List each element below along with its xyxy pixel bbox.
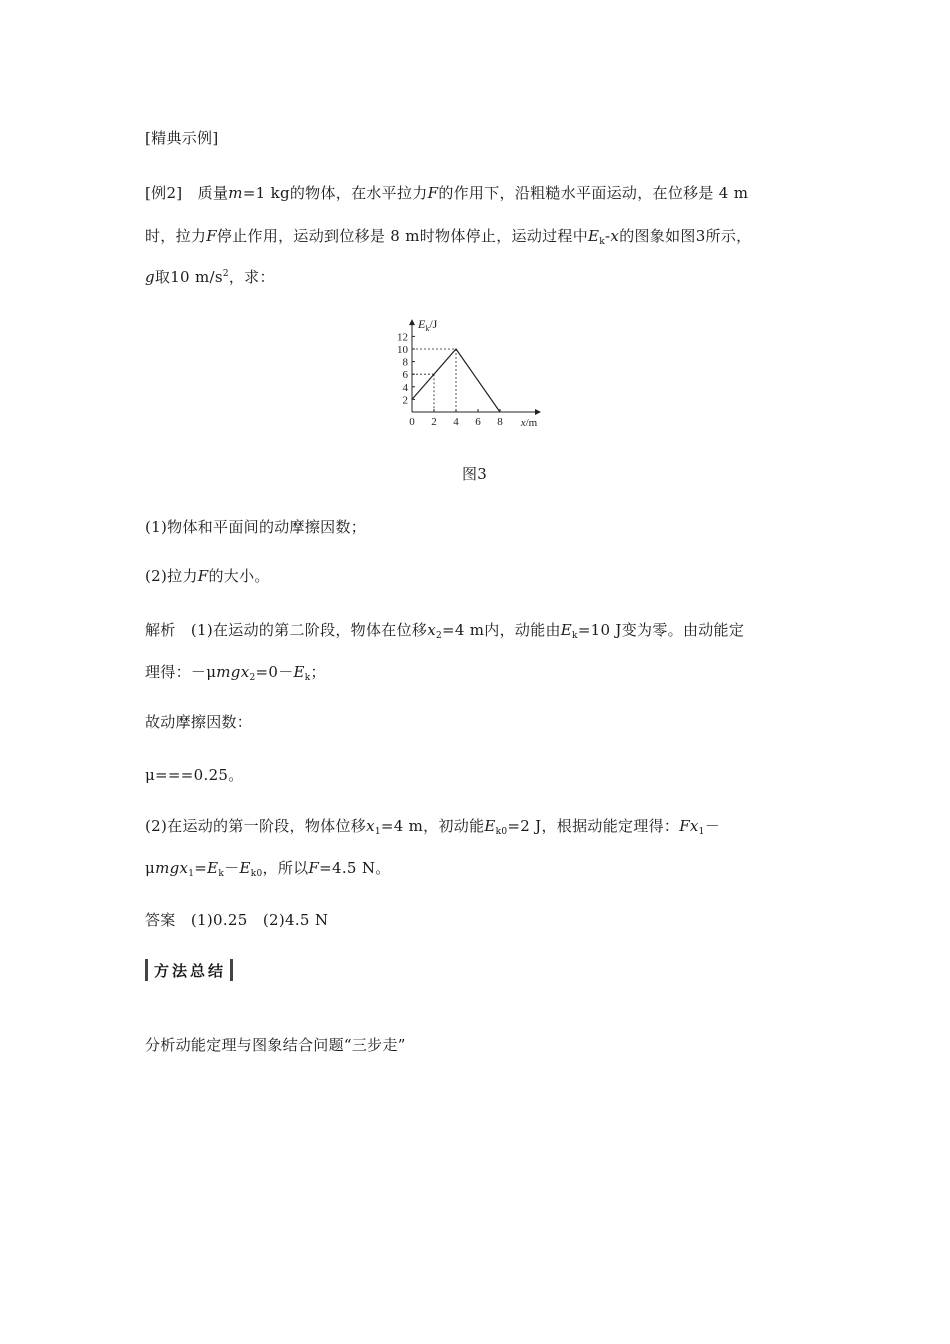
question-1: (1)物体和平面间的动摩擦因数； [145,518,367,536]
var-x: x [610,227,620,245]
subscript: k [218,869,225,879]
y-tick-label: 2 [402,394,408,407]
solution-text: = [194,859,208,877]
var-x: x [366,817,375,835]
solution-line-2 [145,661,326,683]
solution-text: =4 m，初动能 [380,817,485,835]
subscript: k [304,673,311,683]
example-text: 停止作用，运动到位移是 8 m时物体停止，运动过程中 [216,227,589,245]
solution-text: 理得：－μ [145,663,217,681]
x-tick-label: 2 [431,416,437,428]
solution-text: =4 m内，动能由 [441,621,561,639]
example-text: 的图象如图3所示， [619,227,752,245]
answer-text: (1)0.25 (2)4.5 N [190,911,329,929]
var-E: E [207,859,219,877]
subscript: 2 [435,631,442,641]
solution-line-3: 故动摩擦因数： [145,713,253,731]
example-text: 的作用下，沿粗糙水平面运动，在位移是 4 m [438,184,749,202]
answer-label: 答案 [145,911,176,929]
var-E: E [588,227,600,245]
summary-line: 分析动能定理与图象结合问题“三步走” [145,1036,406,1054]
method-summary-title: 方法总结 [154,961,227,980]
var-F: F [206,227,217,245]
solution-text: － [704,817,721,835]
example-text: 取10 m/s [154,268,223,286]
solution-text: μ [145,859,156,877]
var-m: m [228,184,243,202]
solution-text: =2 J，根据动能定理得： [507,817,680,835]
solution-text: － [224,859,240,877]
subscript: 1 [374,827,381,837]
subscript: k [599,237,606,247]
solution-text: =10 J变为零。由动能定 [577,621,745,639]
x-tick-label: 8 [497,416,503,428]
subscript: 1 [188,869,195,879]
subscript: k0 [250,869,263,879]
var-E: E [239,859,251,877]
ek-x-chart [365,305,555,435]
var-x: x [240,663,250,681]
x-axis-arrow [535,409,541,415]
x-tick-label: 4 [453,416,459,428]
subscript: k0 [495,827,508,837]
example-line-3 [145,266,275,287]
superscript: 2 [222,269,229,279]
example-line-1 [145,182,748,203]
solution-text: =0－ [255,663,294,681]
solution-text: (1)在运动的第二阶段，物体在位移 [190,621,428,639]
example-text: =1 kg的物体，在水平拉力 [242,184,428,202]
var-F: F [308,859,320,877]
var-E: E [293,663,305,681]
y-tick-label: 6 [402,369,408,382]
solution-label: 解析 [145,621,176,639]
solution-text: =4.5 N。 [319,859,391,877]
answer-line [145,909,328,930]
subscript: 1 [698,827,705,837]
var-E: E [484,817,496,835]
example-text: - [605,227,611,245]
section-label: [精典示例] [145,129,219,147]
example-tag: [例2] [145,184,183,202]
var-F: F [427,184,439,202]
solution-line-5 [145,815,720,837]
example-line-2 [145,225,751,247]
example-text: 时，拉力 [145,227,207,245]
x-tick-label: 6 [475,416,481,428]
question-text: 的大小。 [208,567,270,585]
solution-text: (2)在运动的第一阶段，物体位移 [145,817,367,835]
var-g: g [145,268,155,286]
y-tick-label: 8 [402,356,408,369]
question-text: (2)拉力 [145,567,198,585]
method-summary-header [145,958,233,982]
y-axis-label: $E_k/J$ [418,317,438,334]
solution-line-1 [145,619,744,641]
x-axis-label: x/m [520,417,538,429]
example-text: 质量 [197,184,229,202]
subscript: k [572,631,578,641]
solution-line-6 [145,857,391,879]
var-E: E [560,621,573,639]
y-tick-label: 4 [402,381,408,394]
x-tick-label: 0 [409,416,415,428]
var-Fx: Fx [679,817,699,835]
right-bar-decoration [230,959,233,981]
solution-line-4: μ===0.25。 [145,766,244,784]
figure-caption: 图3 [462,465,488,483]
y-axis-arrow [409,319,415,325]
y-tick-label: 10 [397,344,408,356]
solution-text: ； [310,663,326,681]
question-2 [145,565,270,586]
var-x: x [427,621,436,639]
example-text: ，求： [228,268,275,286]
var-mgx: mgx [155,859,189,877]
var-F: F [197,567,209,585]
var-mg: mg [216,663,241,681]
subscript: 2 [249,673,256,683]
solution-text: ，所以 [262,859,309,877]
y-tick-label: 12 [397,331,408,344]
